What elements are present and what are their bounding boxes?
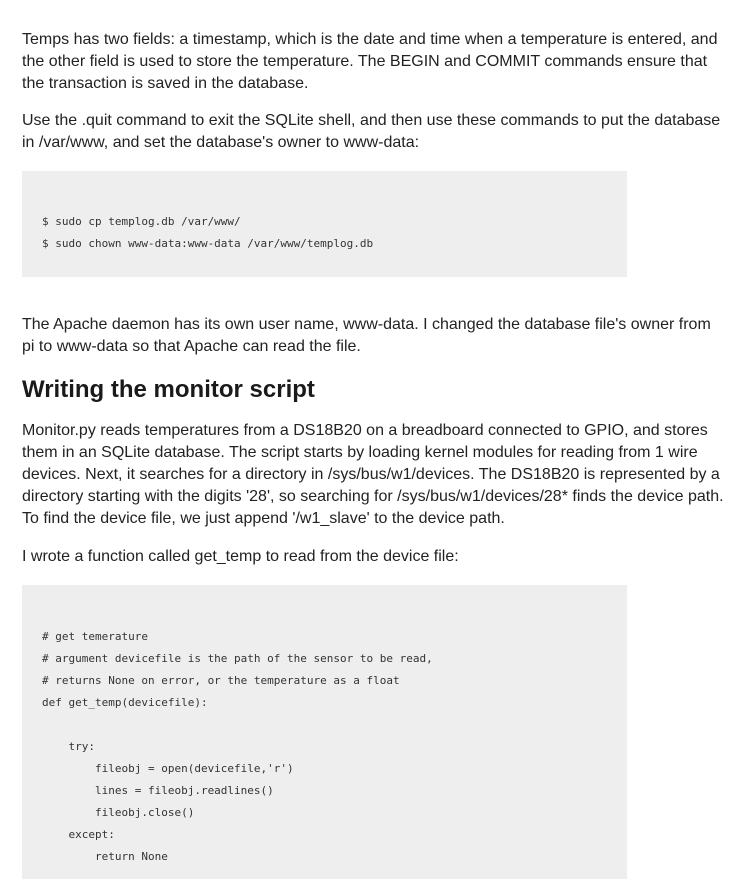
code-line: fileobj.close() — [42, 806, 195, 819]
text-line: them in an SQLite database. The script starts by loading kernel modules for reading from 1 wire — [22, 444, 698, 461]
text-line: I wrote a function called get_temp to read from the device file: — [22, 548, 459, 565]
code-line: fileobj = open(devicefile,'r') — [42, 762, 294, 775]
section-heading: Writing the monitor script — [22, 376, 315, 403]
code-line: $ sudo cp templog.db /var/www/ — [42, 215, 241, 228]
code-block-get-temp-function — [22, 585, 627, 879]
text-line: devices. Next, it searches for a directory in /sys/bus/w1/devices. The DS18B20 is represented by a — [22, 466, 720, 483]
code-comment-line: # returns None on error, or the temperature as a float — [42, 674, 400, 687]
paragraph-get-temp-intro — [22, 546, 730, 568]
code-line: $ sudo chown www-data:www-data /var/www/templog.db — [42, 237, 374, 250]
code-line: return None — [42, 850, 168, 863]
text-line: The Apache daemon has its own user name, www-data. I changed the database file's owner from — [22, 316, 711, 333]
code-comment-line: # get temerature — [42, 630, 148, 643]
text-line: the transaction is saved in the database. — [22, 75, 309, 92]
paragraph-monitor-py — [22, 420, 730, 530]
text-line: directory starting with the digits '28', so searching for /sys/bus/w1/devices/28* finds the device path. — [22, 488, 724, 505]
code-line: try: — [42, 740, 95, 753]
code-block-shell-commands — [22, 171, 627, 277]
code-line: except: — [42, 828, 115, 841]
code-line: def get_temp(devicefile): — [42, 696, 208, 709]
paragraph-apache-daemon — [22, 314, 730, 358]
code-line: lines = fileobj.readlines() — [42, 784, 274, 797]
text-line: Monitor.py reads temperatures from a DS18B20 on a breadboard connected to GPIO, and stores — [22, 422, 708, 439]
text-line: in /var/www, and set the database's owner to www-data: — [22, 134, 420, 151]
code-comment-line: # argument devicefile is the path of the sensor to be read, — [42, 652, 433, 665]
text-line: the other field is used to store the temperature. The BEGIN and COMMIT commands ensure that — [22, 53, 708, 70]
paragraph-temps-fields — [22, 29, 730, 95]
text-line: To find the device file, we just append '/w1_slave' to the device path. — [22, 510, 505, 527]
text-line: Use the .quit command to exit the SQLite shell, and then use these commands to put the database — [22, 112, 721, 129]
text-line: pi to www-data so that Apache can read the file. — [22, 338, 361, 355]
paragraph-quit-command — [22, 110, 730, 154]
text-line: Temps has two fields: a timestamp, which is the date and time when a temperature is entered, and — [22, 31, 718, 48]
